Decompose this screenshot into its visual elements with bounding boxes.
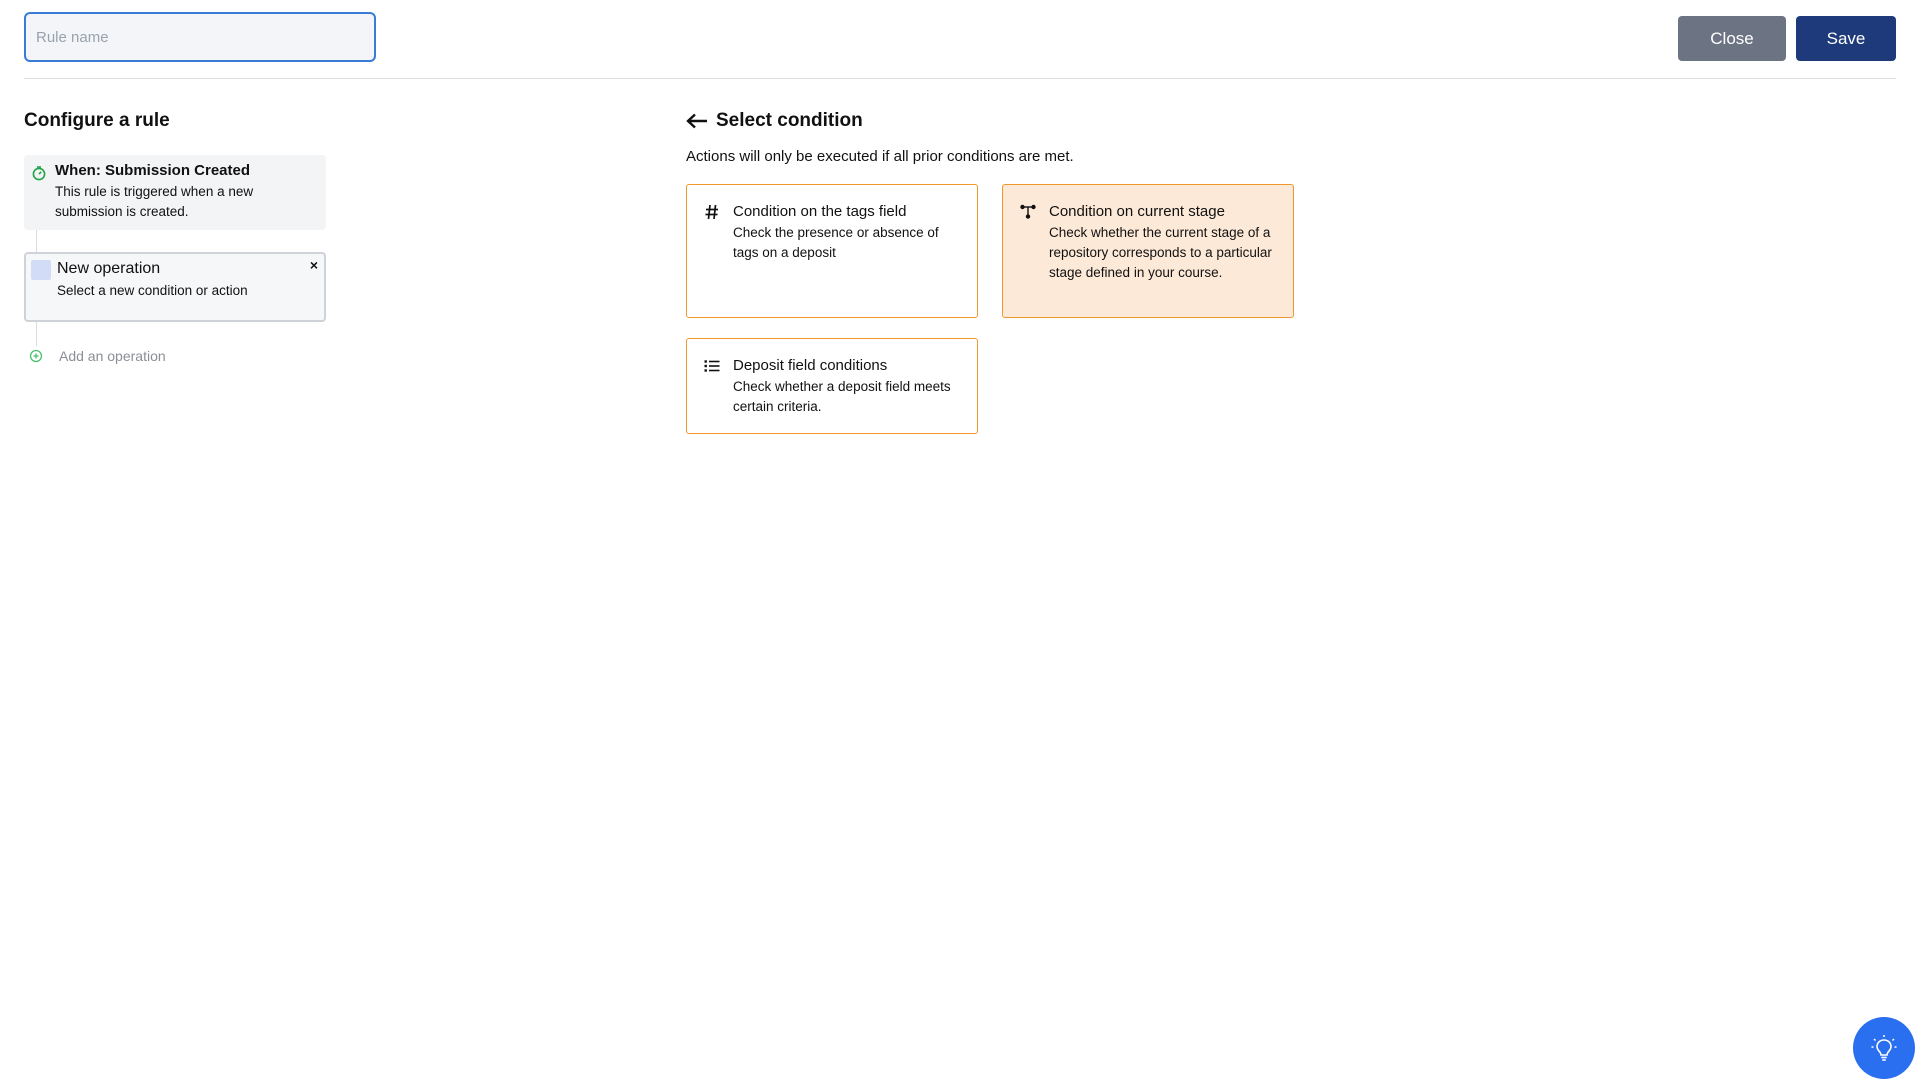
help-button[interactable] xyxy=(1853,1017,1915,1079)
option-description: Check whether a deposit field meets certain criteria. xyxy=(733,379,951,414)
select-condition-subtitle: Actions will only be executed if all prior conditions are met. xyxy=(686,148,1074,165)
option-description: Check whether the current stage of a repository corresponds to a particular stage defined in your course. xyxy=(1049,225,1272,280)
option-title: Condition on current stage xyxy=(1049,203,1225,220)
option-description: Check the presence or absence of tags on a deposit xyxy=(733,225,939,260)
list-icon xyxy=(703,357,721,375)
save-button[interactable]: Save xyxy=(1796,16,1896,61)
trigger-description: This rule is triggered when a new submission is created. xyxy=(55,184,254,219)
back-arrow-icon[interactable] xyxy=(686,113,708,129)
connector-line xyxy=(36,322,37,346)
add-circle-icon xyxy=(29,349,43,363)
top-bar xyxy=(24,0,1896,79)
add-operation-button[interactable] xyxy=(24,346,166,366)
close-icon[interactable]: × xyxy=(309,257,318,273)
timer-icon xyxy=(31,165,47,181)
option-stage-condition[interactable] xyxy=(1002,184,1294,318)
operation-description: Select a new condition or action xyxy=(57,283,248,298)
configure-rule-panel xyxy=(24,110,326,364)
connector-line xyxy=(36,230,37,252)
option-tags-condition[interactable] xyxy=(686,184,978,318)
operation-placeholder-icon xyxy=(31,260,51,280)
select-condition-panel xyxy=(686,110,1386,414)
new-operation-card[interactable] xyxy=(24,252,326,322)
select-condition-header xyxy=(686,110,1386,132)
select-condition-title: Select condition xyxy=(716,110,863,131)
rule-name-input[interactable] xyxy=(24,12,376,62)
trigger-title: When: Submission Created xyxy=(55,162,251,179)
close-button[interactable]: Close xyxy=(1678,16,1786,61)
add-operation-label: Add an operation xyxy=(59,348,166,364)
hash-icon xyxy=(703,203,721,221)
operation-title: New operation xyxy=(57,260,161,277)
lightbulb-icon xyxy=(1869,1033,1899,1063)
option-title: Deposit field conditions xyxy=(733,357,888,374)
trigger-card[interactable] xyxy=(24,155,326,230)
option-title: Condition on the tags field xyxy=(733,203,907,220)
stage-flow-icon xyxy=(1019,203,1037,221)
option-deposit-field-condition[interactable] xyxy=(686,338,978,434)
configure-rule-title: Configure a rule xyxy=(24,110,170,131)
